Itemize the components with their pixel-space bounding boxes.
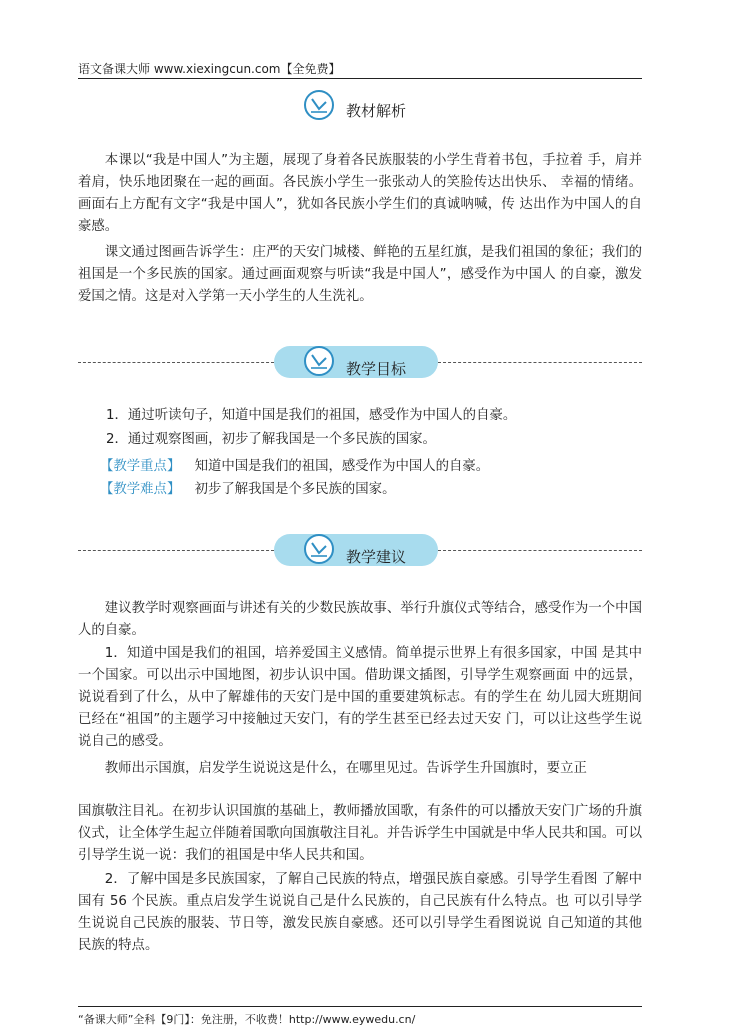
divider-right	[438, 550, 642, 551]
section-title-analysis: 教材解析	[346, 102, 407, 120]
check-circle-icon	[304, 534, 334, 564]
section-title-suggestions: 教学建议	[346, 548, 407, 566]
analysis-paragraph-2: 课文通过图画告诉学生：庄严的天安门城楼、鲜艳的五星红旗，是我们祖国的象征；我们的祖国是一个多民族的国家。通过画面观察与听读“我是中国人”，感受作为中国人 的自豪，激发爱国之情。这是对入学第一天小学生的人生洗礼。	[78, 245, 642, 304]
divider-left	[78, 550, 274, 551]
divider-left	[78, 362, 274, 363]
difficulty-row	[100, 478, 395, 497]
suggestion-paragraph-5: 2．了解中国是多民族国家，了解自己民族的特点，增强民族自豪感。引导学生看图 了解中国有 56 个民族。重点启发学生说说自己是什么民族的，自己民族有什么特点。也 可以引导学生说说自己民族的服装、节日等，激发民族自豪感。还可以引导学生看图说说 自己知道的其他民族的特点。	[78, 872, 642, 953]
page-footer: “备课大师”全科【9门】：免注册，不收费！http://www.eywedu.cn/	[78, 1013, 416, 1026]
suggestion-paragraph-2: 1．知道中国是我们的祖国，培养爱国主义感情。简单提示世界上有很多国家，中国 是其中一个国家。可以出示中国地图，初步认识中国。借助课文插图，引导学生观察画面 中的远景，说说看到了什么，从中了解雄伟的天安门是中国的重要建筑标志。有的学生在 幼儿园大班期间已经在“祖国”的主题学习中接触过天安门，有的学生甚至已经去过天安 门，可以让这些学生说说自己的感受。	[78, 646, 642, 749]
suggestion-paragraph-3: 教师出示国旗，启发学生说说这是什么，在哪里见过。告诉学生升国旗时，要立正	[104, 761, 587, 776]
check-circle-icon	[304, 90, 334, 120]
section-title-goals: 教学目标	[346, 360, 407, 378]
page-header: 语文备课大师 www.xiexingcun.com【全免费】	[78, 62, 341, 76]
goal-item-1: 1．通过听读句子，知道中国是我们的祖国，感受作为中国人的自豪。	[106, 408, 517, 423]
suggestion-paragraph-1: 建议教学时观察画面与讲述有关的少数民族故事、举行升旗仪式等结合，感受作为一个中国人的自豪。	[78, 601, 642, 638]
analysis-paragraph-1: 本课以“我是中国人”为主题，展现了身着各民族服装的小学生背着书包，手拉着 手，肩并着肩，快乐地团聚在一起的画面。各民族小学生一张张动人的笑脸传达出快乐、 幸福的情绪。画面右上方配有文字“我是中国人”，犹如各民族小学生们的真诚呐喊，传 达出作为中国人的自豪感。	[78, 153, 642, 234]
key-point-text: 知道中国是我们的祖国，感受作为中国人的自豪。	[194, 459, 490, 474]
divider-right	[438, 362, 642, 363]
key-point-row	[100, 455, 489, 474]
key-point-label: 【教学重点】	[100, 459, 181, 474]
difficulty-label: 【教学难点】	[100, 482, 181, 497]
difficulty-text: 初步了解我国是个多民族的国家。	[194, 482, 396, 497]
suggestion-paragraph-4: 国旗敬注目礼。在初步认识国旗的基础上，教师播放国歌，有条件的可以播放天安门广场的升旗仪式，让全体学生起立伴随着国歌向国旗敬注目礼。并告诉学生中国就是中华人民共和国。可以引导学生说一说：我们的祖国是中华人民共和国。	[78, 804, 642, 863]
header-rule	[78, 78, 642, 79]
footer-rule	[78, 1006, 642, 1007]
check-circle-icon	[304, 346, 334, 376]
goal-item-2: 2．通过观察图画，初步了解我国是一个多民族的国家。	[106, 432, 436, 447]
